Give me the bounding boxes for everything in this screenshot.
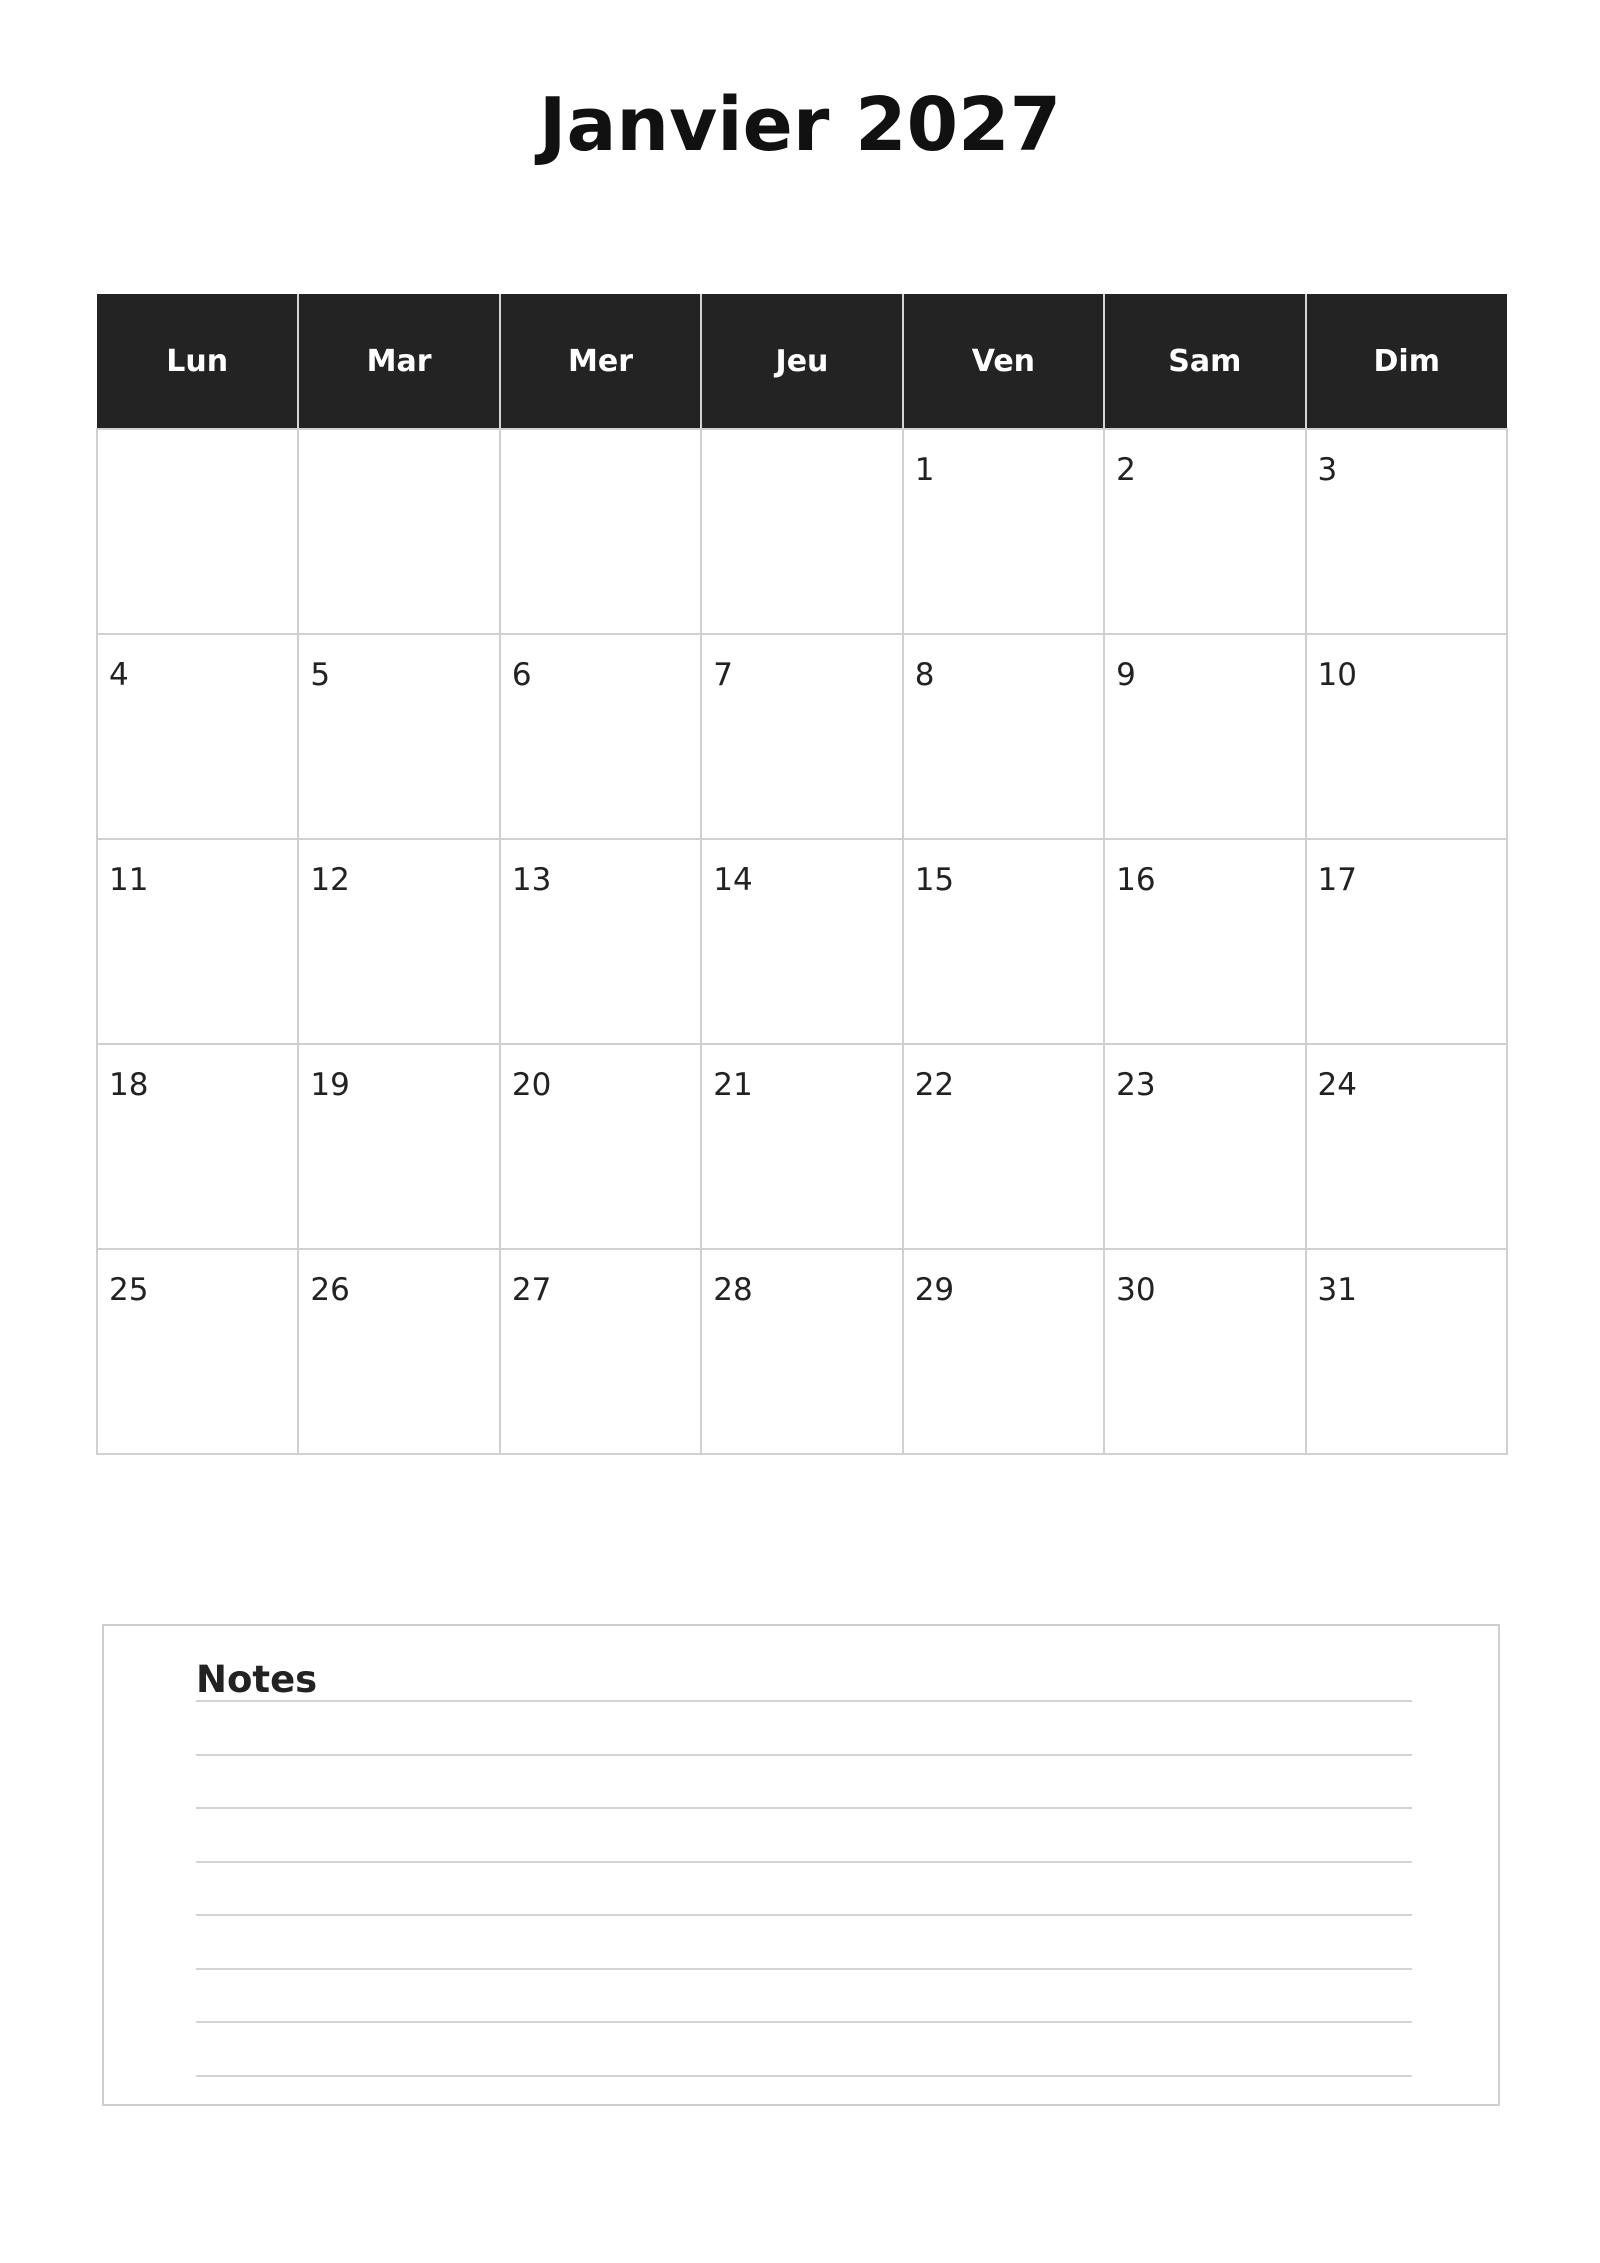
note-line: [196, 2021, 1412, 2023]
day-number: 28: [713, 1272, 753, 1308]
weekday-header-mer: Mer: [500, 294, 701, 429]
note-line: [196, 2075, 1412, 2077]
weekday-header-dim: Dim: [1306, 294, 1507, 429]
day-cell: [1104, 634, 1305, 839]
day-cell: [97, 1249, 298, 1454]
day-number: 3: [1317, 452, 1338, 488]
day-cell: [298, 1249, 499, 1454]
note-line: [196, 1861, 1412, 1863]
day-number: 12: [310, 862, 350, 898]
day-cell: [500, 1044, 701, 1249]
weekday-header-lun: Lun: [97, 294, 298, 429]
day-number: 4: [109, 657, 129, 693]
weekday-header-sam: Sam: [1104, 294, 1305, 429]
day-number: 27: [511, 1272, 552, 1308]
day-cell: [903, 1044, 1104, 1249]
day-cell: [903, 1249, 1104, 1454]
day-number: 29: [914, 1272, 955, 1308]
weekday-header-row: [97, 294, 1507, 429]
day-number: 21: [713, 1067, 753, 1103]
day-cell: [1306, 634, 1507, 839]
day-number: 17: [1317, 862, 1357, 898]
day-cell: [298, 634, 499, 839]
day-cell: [701, 839, 902, 1044]
day-number: 7: [713, 657, 733, 693]
day-cell: [500, 839, 701, 1044]
day-number: 15: [914, 862, 955, 898]
day-number: 30: [1116, 1272, 1156, 1308]
day-number: 24: [1317, 1067, 1357, 1103]
day-number: 20: [511, 1067, 552, 1103]
day-number: 2: [1116, 452, 1136, 488]
day-number: 11: [109, 862, 149, 898]
weekday-header-jeu: Jeu: [701, 294, 902, 429]
day-cell: [1104, 1044, 1305, 1249]
empty-day-cell: [298, 429, 499, 634]
day-cell: [298, 1044, 499, 1249]
day-number: 31: [1317, 1272, 1357, 1308]
calendar-week-row: [97, 1044, 1507, 1249]
day-cell: [903, 839, 1104, 1044]
day-number: 22: [914, 1067, 955, 1103]
day-number: 26: [310, 1272, 350, 1308]
day-number: 5: [310, 657, 331, 693]
day-cell: [1104, 839, 1305, 1044]
day-number: 18: [109, 1067, 149, 1103]
calendar-week-row: [97, 634, 1507, 839]
day-cell: [500, 1249, 701, 1454]
day-cell: [1306, 429, 1507, 634]
day-number: 8: [914, 657, 935, 693]
weekday-header-mar: Mar: [298, 294, 499, 429]
note-line: [196, 1968, 1412, 1970]
day-number: 6: [511, 657, 532, 693]
note-line: [196, 1807, 1412, 1809]
day-cell: [97, 839, 298, 1044]
calendar-week-row: [97, 429, 1507, 634]
day-number: 14: [713, 862, 753, 898]
notes-title: Notes: [196, 1658, 318, 1701]
empty-day-cell: [500, 429, 701, 634]
note-line: [196, 1700, 1412, 1702]
calendar-week-row: [97, 839, 1507, 1044]
day-cell: [903, 634, 1104, 839]
note-line: [196, 1754, 1412, 1756]
day-cell: [298, 839, 499, 1044]
weekday-header-ven: Ven: [903, 294, 1104, 429]
day-cell: [1306, 1249, 1507, 1454]
day-cell: [1306, 839, 1507, 1044]
note-line: [196, 1914, 1412, 1916]
day-cell: [903, 429, 1104, 634]
empty-day-cell: [97, 429, 298, 634]
day-number: 13: [511, 862, 552, 898]
calendar-week-row: [97, 1249, 1507, 1454]
day-number: 23: [1116, 1067, 1156, 1103]
day-cell: [1104, 1249, 1305, 1454]
day-cell: [500, 634, 701, 839]
day-number: 10: [1317, 657, 1357, 693]
empty-day-cell: [701, 429, 902, 634]
day-number: 9: [1116, 657, 1136, 693]
day-number: 19: [310, 1067, 350, 1103]
notes-box: [102, 1624, 1500, 2106]
day-cell: [97, 634, 298, 839]
day-cell: [701, 634, 902, 839]
day-cell: [701, 1249, 902, 1454]
day-number: 25: [109, 1272, 149, 1308]
day-number: 16: [1116, 862, 1156, 898]
day-cell: [1104, 429, 1305, 634]
day-cell: [1306, 1044, 1507, 1249]
day-cell: [97, 1044, 298, 1249]
calendar-grid: [96, 294, 1508, 1455]
day-number: 1: [914, 452, 935, 488]
calendar-title: Janvier 2027: [538, 82, 1062, 168]
calendar-body: [97, 429, 1507, 1454]
day-cell: [701, 1044, 902, 1249]
